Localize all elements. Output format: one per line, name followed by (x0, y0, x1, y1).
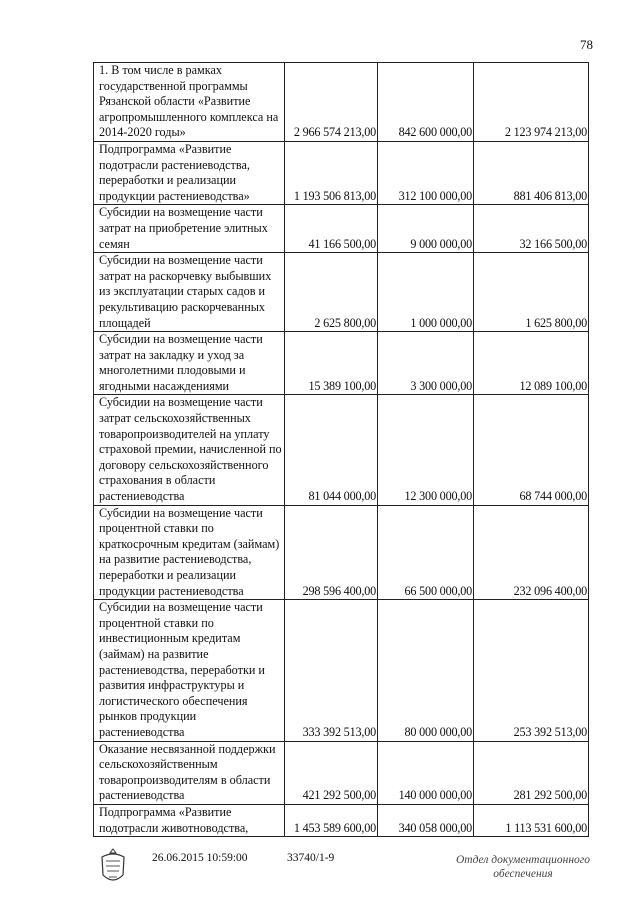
row-total-cell: 2 625 800,00 (285, 253, 378, 332)
table-row (94, 63, 589, 142)
row-part2-cell: 2 123 974 213,00 (474, 63, 589, 142)
row-total-cell: 15 389 100,00 (285, 332, 378, 395)
row-part1-cell: 140 000 000,00 (378, 741, 474, 804)
row-part2-cell: 1 625 800,00 (474, 253, 589, 332)
row-part1-cell: 12 300 000,00 (378, 395, 474, 505)
budget-table (93, 62, 589, 837)
row-part1-cell: 80 000 000,00 (378, 600, 474, 741)
page-number: 78 (580, 37, 593, 52)
row-part2-cell: 68 744 000,00 (474, 395, 589, 505)
row-name-cell: Субсидии на возмещение части затрат на закладку и уход за многолетними плодовыми и ягодными насаждениями (94, 332, 285, 395)
table-row (94, 141, 589, 204)
row-part1-cell: 66 500 000,00 (378, 505, 474, 600)
row-total-cell: 1 453 589 600,00 (285, 804, 378, 836)
row-part2-cell: 881 406 813,00 (474, 141, 589, 204)
coat-of-arms-icon (96, 847, 130, 887)
row-part1-cell: 312 100 000,00 (378, 141, 474, 204)
row-name-cell: Субсидии на возмещение части процентной ставки по краткосрочным кредитам (займам) на развитие растениеводства, переработки и реализации продукции растениеводства (94, 505, 285, 600)
footer-date: 26.06.2015 10:59:00 (152, 852, 248, 864)
stamp-line-2: обеспечения (493, 868, 553, 880)
row-name-cell: 1. В том числе в рамках государственной программы Рязанской области «Развитие агропромышленного комплекса на 2014-2020 годы» (94, 63, 285, 142)
row-part2-cell: 1 113 531 600,00 (474, 804, 589, 836)
row-total-cell: 81 044 000,00 (285, 395, 378, 505)
row-name-cell: Субсидии на возмещение части процентной ставки по инвестиционным кредитам (займам) на развитие растениеводства, переработки и развития инфраструктуры и логистического обеспечения рынков продукции растениеводства (94, 600, 285, 741)
row-total-cell: 298 596 400,00 (285, 505, 378, 600)
row-total-cell: 333 392 513,00 (285, 600, 378, 741)
row-total-cell: 421 292 500,00 (285, 741, 378, 804)
row-total-cell: 1 193 506 813,00 (285, 141, 378, 204)
row-part2-cell: 253 392 513,00 (474, 600, 589, 741)
table-row (94, 741, 589, 804)
row-total-cell: 2 966 574 213,00 (285, 63, 378, 142)
table-row (94, 600, 589, 741)
row-part1-cell: 340 058 000,00 (378, 804, 474, 836)
budget-table-body (94, 63, 589, 837)
row-part2-cell: 32 166 500,00 (474, 205, 589, 253)
row-part2-cell: 232 096 400,00 (474, 505, 589, 600)
row-name-cell: Субсидии на возмещение части затрат на приобретение элитных семян (94, 205, 285, 253)
table-row (94, 395, 589, 505)
table-row (94, 804, 589, 836)
row-name-cell: Подпрограмма «Развитие подотрасли растениеводства, переработки и реализации продукции растениеводства» (94, 141, 285, 204)
department-stamp (448, 853, 598, 881)
row-part2-cell: 12 089 100,00 (474, 332, 589, 395)
row-name-cell: Субсидии на возмещение части затрат на раскорчевку выбывших из эксплуатации старых садов и рекультивацию раскорчеванных площадей (94, 253, 285, 332)
table-row (94, 332, 589, 395)
row-part1-cell: 1 000 000,00 (378, 253, 474, 332)
table-row (94, 253, 589, 332)
row-part2-cell: 281 292 500,00 (474, 741, 589, 804)
row-name-cell: Субсидии на возмещение части затрат сельскохозяйственных товаропроизводителей на уплату страховой премии, начисленной по договору сельскохозяйственного страхования в области растениеводства (94, 395, 285, 505)
row-part1-cell: 842 600 000,00 (378, 63, 474, 142)
table-row (94, 505, 589, 600)
row-name-cell: Оказание несвязанной поддержки сельскохозяйственным товаропроизводителям в области растениеводства (94, 741, 285, 804)
table-row (94, 205, 589, 253)
row-total-cell: 41 166 500,00 (285, 205, 378, 253)
row-name-cell: Подпрограмма «Развитие подотрасли животноводства, (94, 804, 285, 836)
row-part1-cell: 3 300 000,00 (378, 332, 474, 395)
stamp-line-1: Отдел документационного (455, 854, 591, 866)
footer-doc-id: 33740/1-9 (287, 852, 335, 864)
row-part1-cell: 9 000 000,00 (378, 205, 474, 253)
